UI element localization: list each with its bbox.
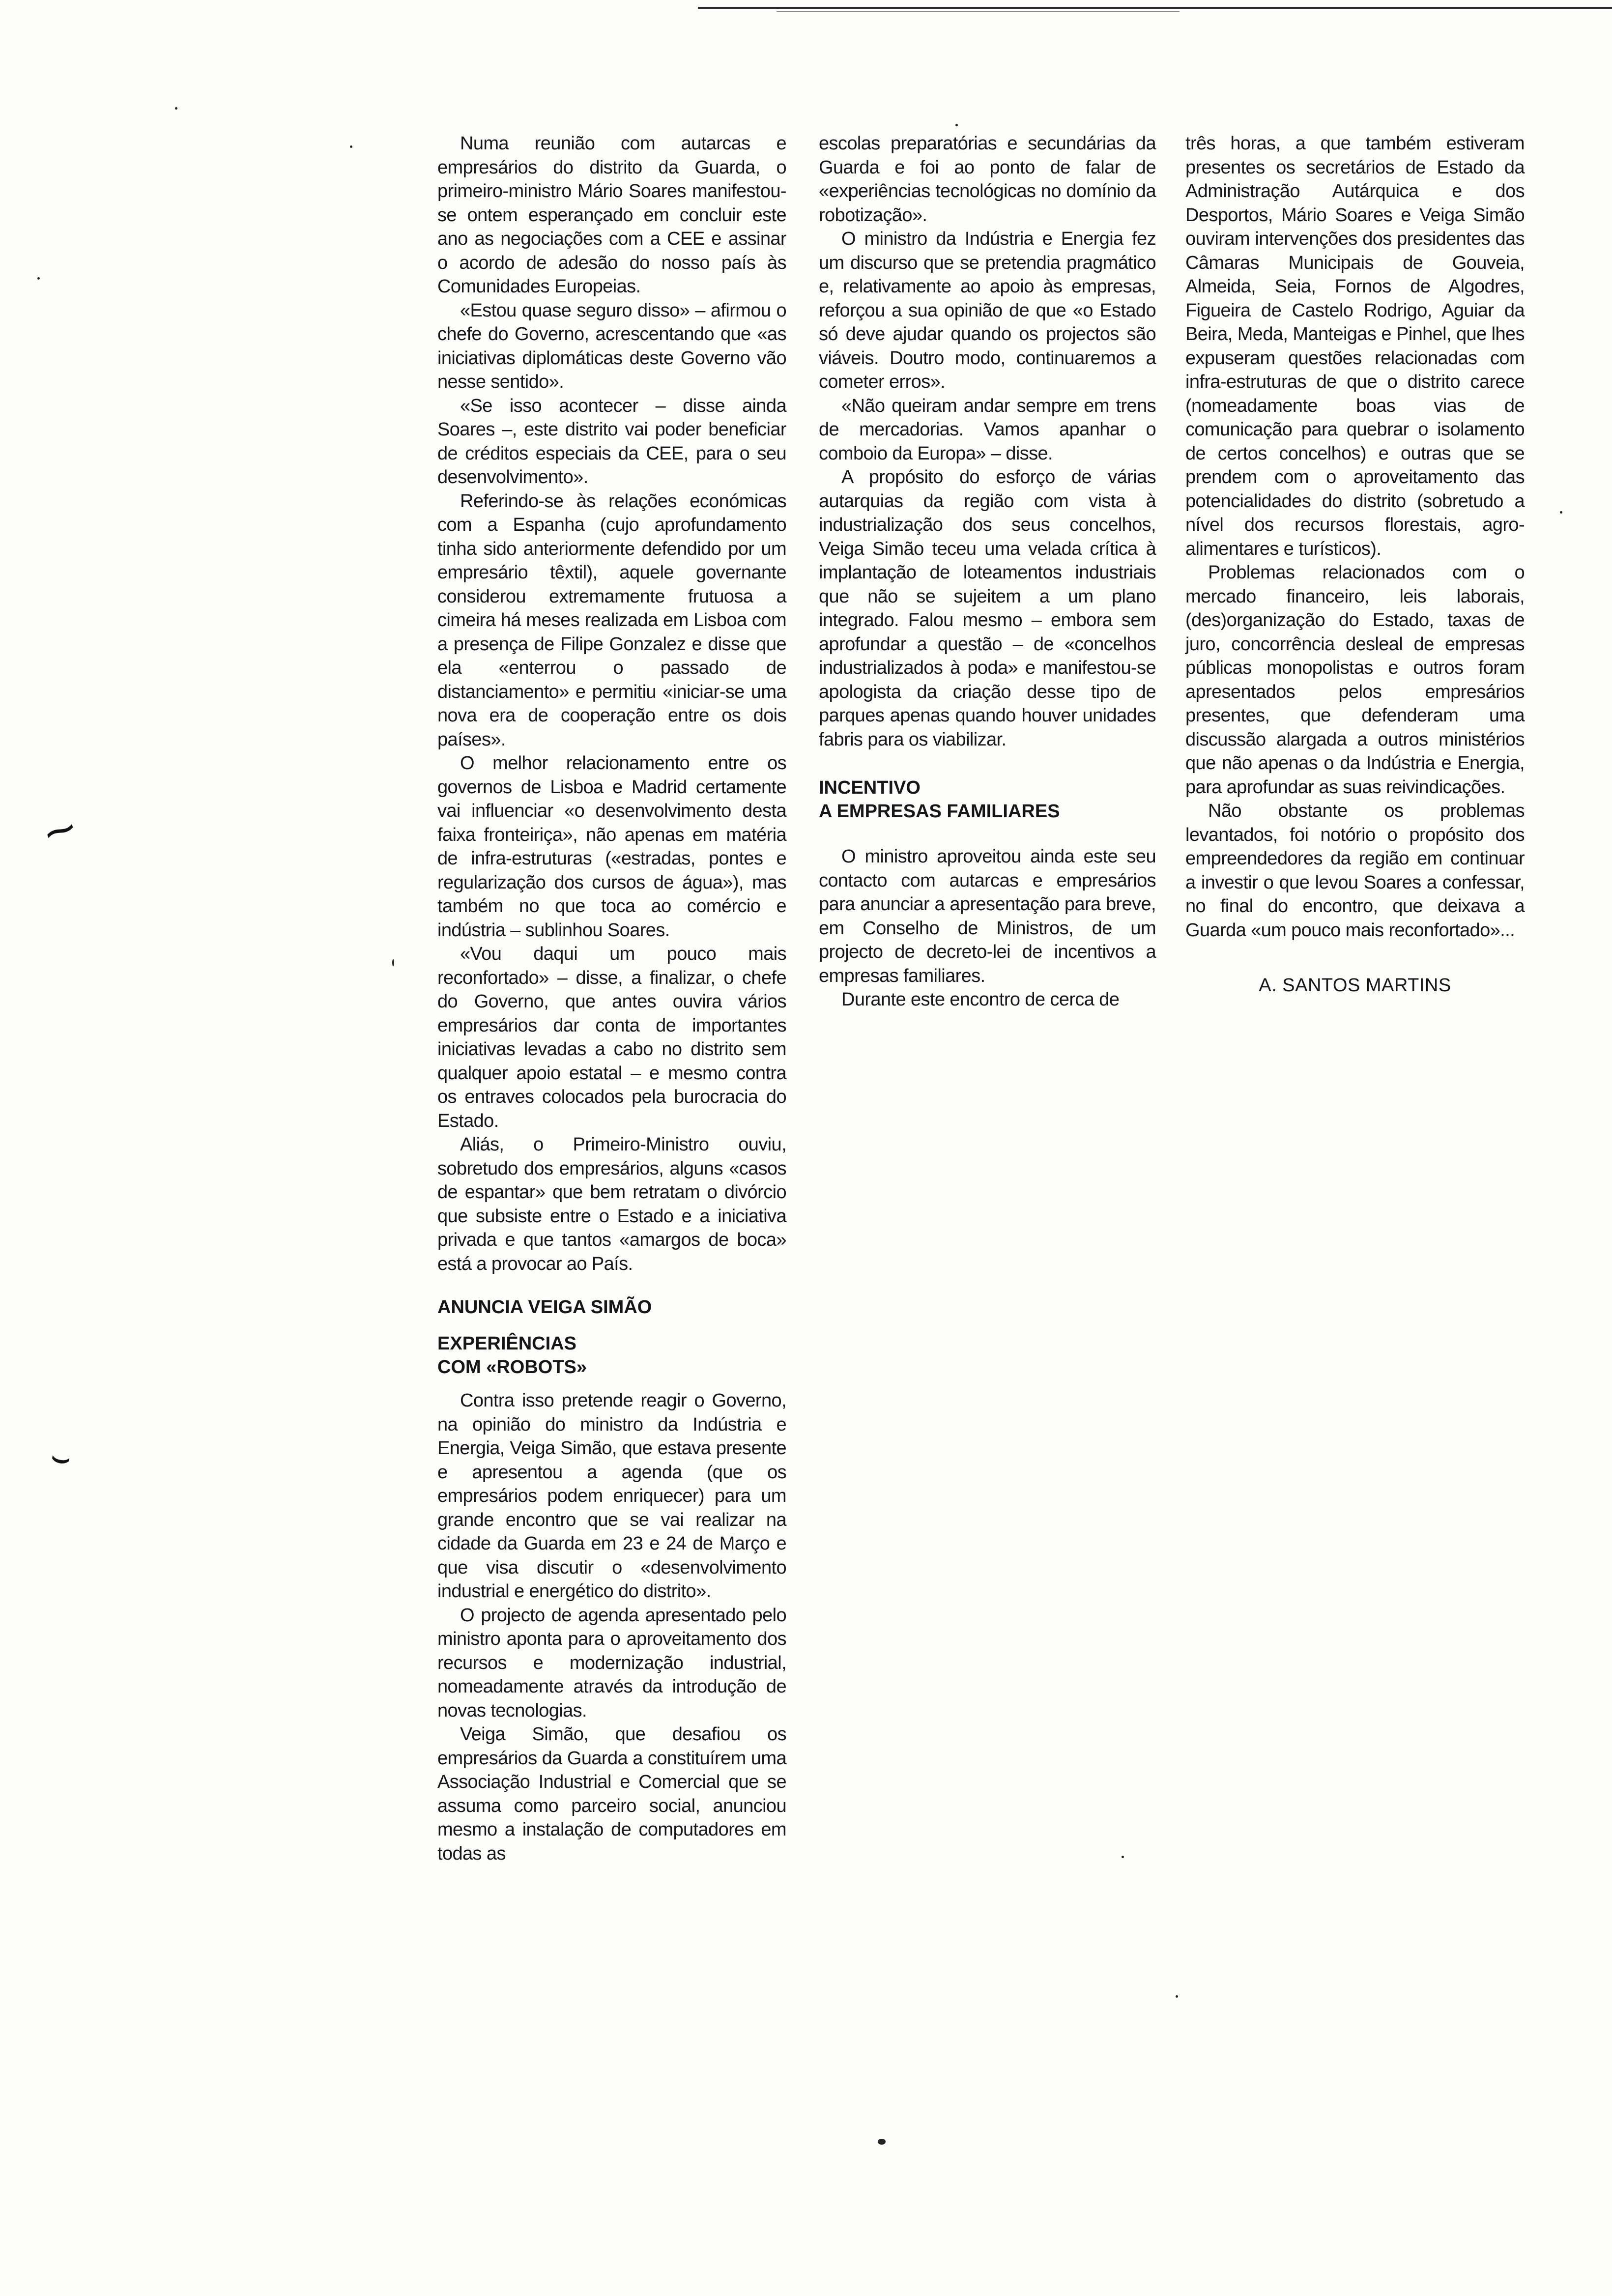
scan-speck (392, 959, 394, 966)
paragraph: Contra isso pretende reagir o Governo, na opinião do ministro da Indústria e Energia, Veiga Simão, que estava presente e apresentou a agenda (que os empresários podem enriquecer) para um grande encontro que se vai realizar na cidade da Guarda em 23 e 24 de Março e que visa discutir o «desenvolvimento industrial e energético do distrito». (437, 1390, 786, 1602)
paragraph: O melhor relacionamento entre os governos de Lisboa e Madrid certamente vai influenciar «o desenvolvimento desta faixa fronteiriça», não apenas em matéria de infra-estruturas («estradas, pontes e regularização dos cursos de água»), mas também no que toca ao comércio e indústria – sublinhou Soares. (437, 753, 786, 941)
byline: A. SANTOS MARTINS (1259, 975, 1451, 996)
paragraph: Durante este encontro de cerca de (841, 989, 1120, 1010)
article-column-1 (437, 132, 786, 1866)
paragraph: Numa reunião com autarcas e empresários do distrito da Guarda, o primeiro-ministro Mário Soares manifestou-se ontem esperançado em concluir este ano as negociações com a CEE e assinar o acordo de adesão do nosso país às Comunidades Europeias. (437, 133, 786, 297)
scan-speck (878, 2139, 886, 2145)
paragraph: «Se isso acontecer – disse ainda Soares –, este distrito vai poder beneficiar de créditos especiais da CEE, para o seu desenvolvimento». (437, 395, 786, 488)
scan-speck (1560, 511, 1562, 514)
scan-speck (1122, 1856, 1124, 1858)
paragraph: A propósito do esforço de várias autarquias da região com vista à industrialização dos seus concelhos, Veiga Simão teceu uma velada crítica à implantação de loteamentos industriais que não se sujeitem a um plano integrado. Falou mesmo – embora sem aprofundar a questão – de «concelhos industrializados à poda» e manifestou-se apologista da criação desse tipo de parques apenas quando houver unidades fabris para os viabilizar. (819, 467, 1156, 750)
paragraph: O projecto de agenda apresentado pelo ministro aponta para o aproveitamento dos recursos e modernização industrial, nomeadamente através da introdução de novas tecnologias. (437, 1605, 786, 1721)
scan-speck (1176, 1995, 1178, 1998)
section-heading-line1: INCENTIVO (819, 777, 921, 798)
scan-speck (350, 145, 352, 148)
paragraph: três horas, a que também estiveram presentes os secretários de Estado da Administração Autárquica e dos Desportos, Mário Soares e Veiga Simão ouviram intervenções dos presidentes das Câmaras Municipais de Gouveia, Almeida, Seia, Fornos de Algodres, Figueira de Castelo Rodrigo, Aguiar da Beira, Meda, Manteigas e Pinhel, que lhes expuseram questões relacionadas com infra-estruturas de que o distrito carece (nomeadamente boas vias de comunicação para quebrar o isolamento de certos concelhos) e outras que se prendem com o aproveitamento das potencialidades do distrito (sobretudo a nível dos recursos florestais, agro-alimentares e turísticos). (1185, 133, 1525, 559)
paragraph: O ministro da Indústria e Energia fez um discurso que se pretendia pragmático e, relativamente ao apoio às empresas, reforçou a sua opinião de que «o Estado só deve ajudar quando os projectos são viáveis. Doutro modo, continuaremos a cometer erros». (819, 229, 1156, 392)
margin-mark: ⁓ (40, 810, 79, 851)
paragraph: escolas preparatórias e secundárias da Guarda e foi ao ponto de falar de «experiências tecnológicas no domínio da robotização». (819, 133, 1156, 226)
scan-speck (955, 124, 958, 126)
paragraph: «Não queiram andar sempre em trens de mercadorias. Vamos apanhar o comboio da Europa» – disse. (819, 395, 1156, 464)
paragraph: Veiga Simão, que desafiou os empresários da Guarda a constituírem uma Associação Industrial e Comercial que se assuma como parceiro social, anunciou mesmo a instalação de computadores em todas as (437, 1724, 786, 1864)
top-rule (698, 7, 1612, 9)
margin-mark: ⌣ (48, 1439, 74, 1475)
paragraph: Não obstante os problemas levantados, foi notório o propósito dos empreendedores da região em continuar a investir o que levou Soares a confessar, no final do encontro, que deixava a Guarda «um pouco mais reconfortado»... (1185, 801, 1525, 941)
paragraph: «Vou daqui um pouco mais reconfortado» – disse, a finalizar, o chefe do Governo, que antes ouvira vários empresários dar conta de importantes iniciativas levadas a cabo no distrito sem qualquer apoio estatal – e mesmo contra os entraves colocados pela burocracia do Estado. (437, 944, 786, 1131)
article-column-2 (819, 132, 1156, 1012)
paragraph: Referindo-se às relações económicas com a Espanha (cujo aprofundamento tinha sido anteriormente defendido por um empresário têxtil), aquele governante considerou extremamente frutuosa a cimeira há meses realizada em Lisboa com a presença de Filipe Gonzalez e disse que ela «enterrou o passado de distanciamento» e permitiu «iniciar-se uma nova era de cooperação entre os dois países». (437, 490, 786, 750)
scan-speck (175, 107, 177, 110)
section-heading: EXPERIÊNCIAS COM «ROBOTS» (437, 1333, 587, 1378)
top-rule-secondary (777, 11, 1180, 12)
paragraph: O ministro aproveitou ainda este seu contacto com autarcas e empresários para anunciar a apresentação para breve, em Conselho de Ministros, de um projecto de decreto-lei de incentivos a empresas familiares. (819, 846, 1156, 986)
paragraph: Aliás, o Primeiro-Ministro ouviu, sobretudo dos empresários, alguns «casos de espantar» que bem retratam o divórcio que subsiste entre o Estado e a iniciativa privada e que tantos «amargos de boca» está a provocar ao País. (437, 1134, 786, 1274)
paragraph: Problemas relacionados com o mercado financeiro, leis laborais, (des)organização do Estado, taxas de juro, concorrência desleal de empresas públicas monopolistas e outros foram apresentados pelos empresários presentes, que defenderam uma discussão alargada a outros ministérios que não apenas o da Indústria e Energia, para aprofundar as suas reivindicações. (1185, 562, 1525, 798)
section-kicker: ANUNCIA VEIGA SIMÃO (437, 1297, 652, 1318)
scan-speck (37, 277, 40, 280)
paragraph: «Estou quase seguro disso» – afirmou o chefe do Governo, acrescentando que «as iniciativas diplomáticas deste Governo vão nesse sentido». (437, 300, 786, 392)
article-column-3 (1185, 132, 1525, 998)
section-heading-line2: A EMPRESAS FAMILIARES (819, 801, 1060, 822)
